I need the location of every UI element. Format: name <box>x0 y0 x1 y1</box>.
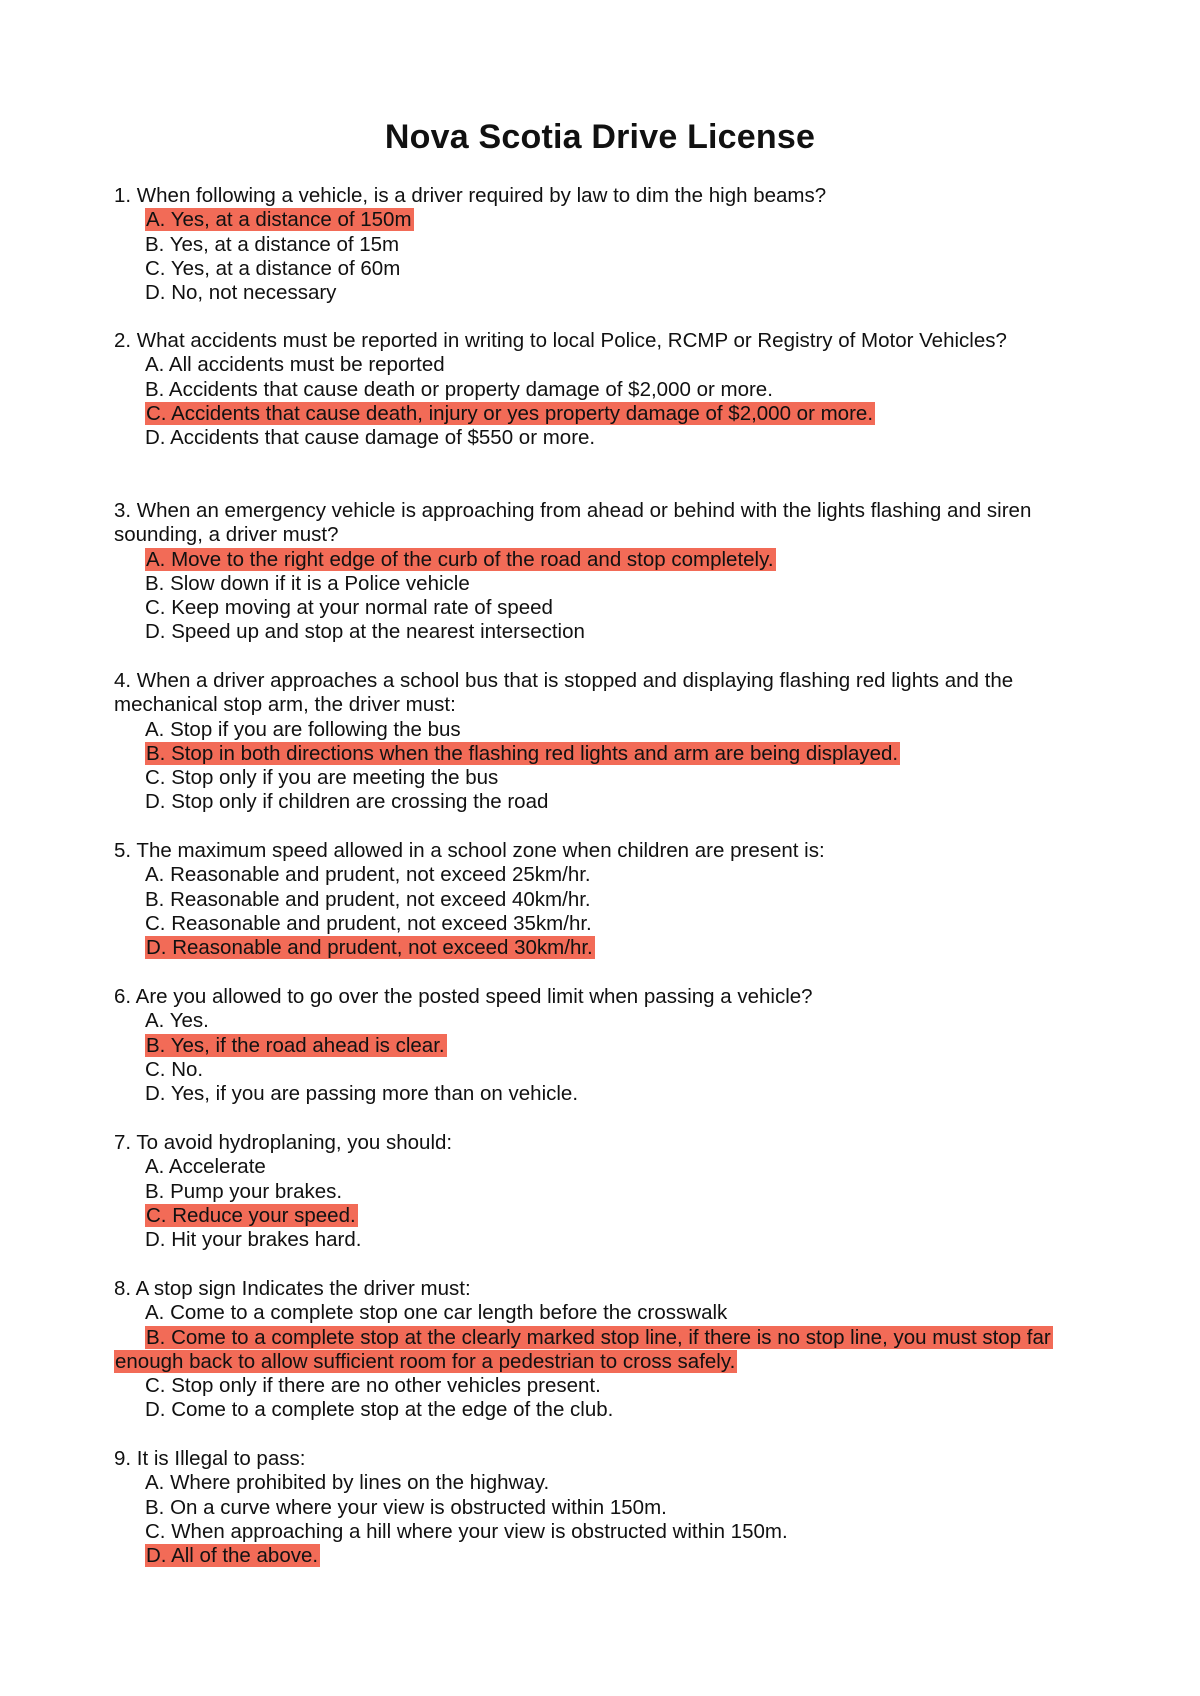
answer-option-c <box>145 402 1074 426</box>
question-1 <box>114 184 1074 305</box>
answer-options <box>114 1471 1074 1568</box>
answer-option-b: B. Slow down if it is a Police vehicle <box>145 571 470 595</box>
answer-option-c: C. No. <box>145 1057 204 1081</box>
question-stem: 6. Are you allowed to go over the posted speed limit when passing a vehicle? <box>114 985 813 1008</box>
answer-options <box>114 1301 1074 1422</box>
question-4 <box>114 669 1074 815</box>
answer-option-c: C. Yes, at a distance of 60m <box>145 256 401 280</box>
question-5 <box>114 839 1074 960</box>
answer-options <box>114 718 1074 815</box>
correct-answer-highlight: A. Yes, at a distance of 150m <box>146 208 412 232</box>
answer-option-b: B. Reasonable and prudent, not exceed 40km/hr. <box>145 887 591 911</box>
answer-option-a <box>145 548 1074 572</box>
question-stem: 8. A stop sign Indicates the driver must: <box>114 1277 471 1300</box>
correct-answer-highlight: C. Accidents that cause death, injury or yes property damage of $2,000 or more. <box>146 401 874 425</box>
answer-option-a: A. Accelerate <box>145 1155 266 1179</box>
answer-option-a: A. All accidents must be reported <box>145 353 445 377</box>
answer-option-b <box>114 1326 1074 1375</box>
answer-options <box>114 863 1074 960</box>
question-2 <box>114 329 1074 450</box>
question-stem: 2. What accidents must be reported in writing to local Police, RCMP or Registry of Motor Vehicles? <box>114 329 1007 352</box>
answer-option-d: D. Hit your brakes hard. <box>145 1228 362 1252</box>
question-3 <box>114 499 1074 645</box>
answer-option-c: C. Keep moving at your normal rate of speed <box>145 596 553 620</box>
correct-answer-highlight: A. Move to the right edge of the curb of the road and stop completely. <box>146 547 774 571</box>
answer-option-c: C. When approaching a hill where your view is obstructed within 150m. <box>145 1519 788 1543</box>
answer-option-c: C. Stop only if there are no other vehicles present. <box>145 1374 601 1398</box>
answer-option-a: A. Stop if you are following the bus <box>145 717 461 741</box>
correct-answer-highlight: D. Reasonable and prudent, not exceed 30km/hr. <box>146 936 593 960</box>
question-stem: 5. The maximum speed allowed in a school zone when children are present is: <box>114 839 825 862</box>
answer-option-b <box>145 742 1074 766</box>
question-stem: 9. It is Illegal to pass: <box>114 1447 306 1470</box>
answer-options <box>114 353 1074 450</box>
answer-option-a: A. Yes. <box>145 1009 209 1033</box>
question-7 <box>114 1131 1074 1252</box>
answer-option-c: C. Stop only if you are meeting the bus <box>145 766 499 790</box>
document-title: Nova Scotia Drive License <box>384 118 816 156</box>
question-9 <box>114 1447 1074 1568</box>
answer-option-d <box>145 936 1074 960</box>
correct-answer-highlight: B. Stop in both directions when the flashing red lights and arm are being displayed. <box>146 741 899 765</box>
answer-option-d: D. No, not necessary <box>145 281 337 305</box>
answer-option-c <box>145 1204 1074 1228</box>
answer-option-b: B. Accidents that cause death or property damage of $2,000 or more. <box>145 377 773 401</box>
correct-answer-highlight: C. Reduce your speed. <box>146 1203 356 1227</box>
answer-option-d: D. Come to a complete stop at the edge of the club. <box>145 1398 614 1422</box>
answer-option-b <box>145 1034 1074 1058</box>
answer-option-a: A. Reasonable and prudent, not exceed 25km/hr. <box>145 863 591 887</box>
answer-option-d: D. Accidents that cause damage of $550 or more. <box>145 426 596 450</box>
answer-option-b: B. On a curve where your view is obstructed within 150m. <box>145 1495 667 1519</box>
answer-options <box>114 208 1074 305</box>
answer-option-a: A. Where prohibited by lines on the highway. <box>145 1471 550 1495</box>
correct-answer-highlight: D. All of the above. <box>146 1544 319 1568</box>
answer-option-c: C. Reasonable and prudent, not exceed 35km/hr. <box>145 911 592 935</box>
question-stem: 7. To avoid hydroplaning, you should: <box>114 1131 453 1154</box>
question-8 <box>114 1277 1074 1423</box>
correct-answer-highlight: B. Come to a complete stop at the clearly marked stop line, if there is no stop line, you must stop far enough back to allow sufficient room for a pedestrian to cross safely. <box>115 1325 1051 1373</box>
answer-option-d: D. Yes, if you are passing more than on vehicle. <box>145 1082 579 1106</box>
question-stem: 1. When following a vehicle, is a driver required by law to dim the high beams? <box>114 184 827 207</box>
answer-option-a <box>145 208 1074 232</box>
question-6 <box>114 985 1074 1106</box>
answer-option-b: B. Yes, at a distance of 15m <box>145 232 400 256</box>
correct-answer-highlight: B. Yes, if the road ahead is clear. <box>146 1033 445 1057</box>
answer-options <box>114 548 1074 645</box>
answer-option-a: A. Come to a complete stop one car length before the crosswalk <box>145 1301 728 1325</box>
question-stem: 3. When an emergency vehicle is approaching from ahead or behind with the lights flashing and siren sounding, a driver must? <box>114 499 1032 547</box>
answer-option-d <box>145 1544 1074 1568</box>
answer-options <box>114 1009 1074 1106</box>
answer-option-b: B. Pump your brakes. <box>145 1179 343 1203</box>
answer-option-d: D. Speed up and stop at the nearest intersection <box>145 620 585 644</box>
question-stem: 4. When a driver approaches a school bus that is stopped and displaying flashing red lights and the mechanical stop arm, the driver must: <box>114 669 1014 717</box>
answer-options <box>114 1155 1074 1252</box>
answer-option-d: D. Stop only if children are crossing the road <box>145 790 549 814</box>
